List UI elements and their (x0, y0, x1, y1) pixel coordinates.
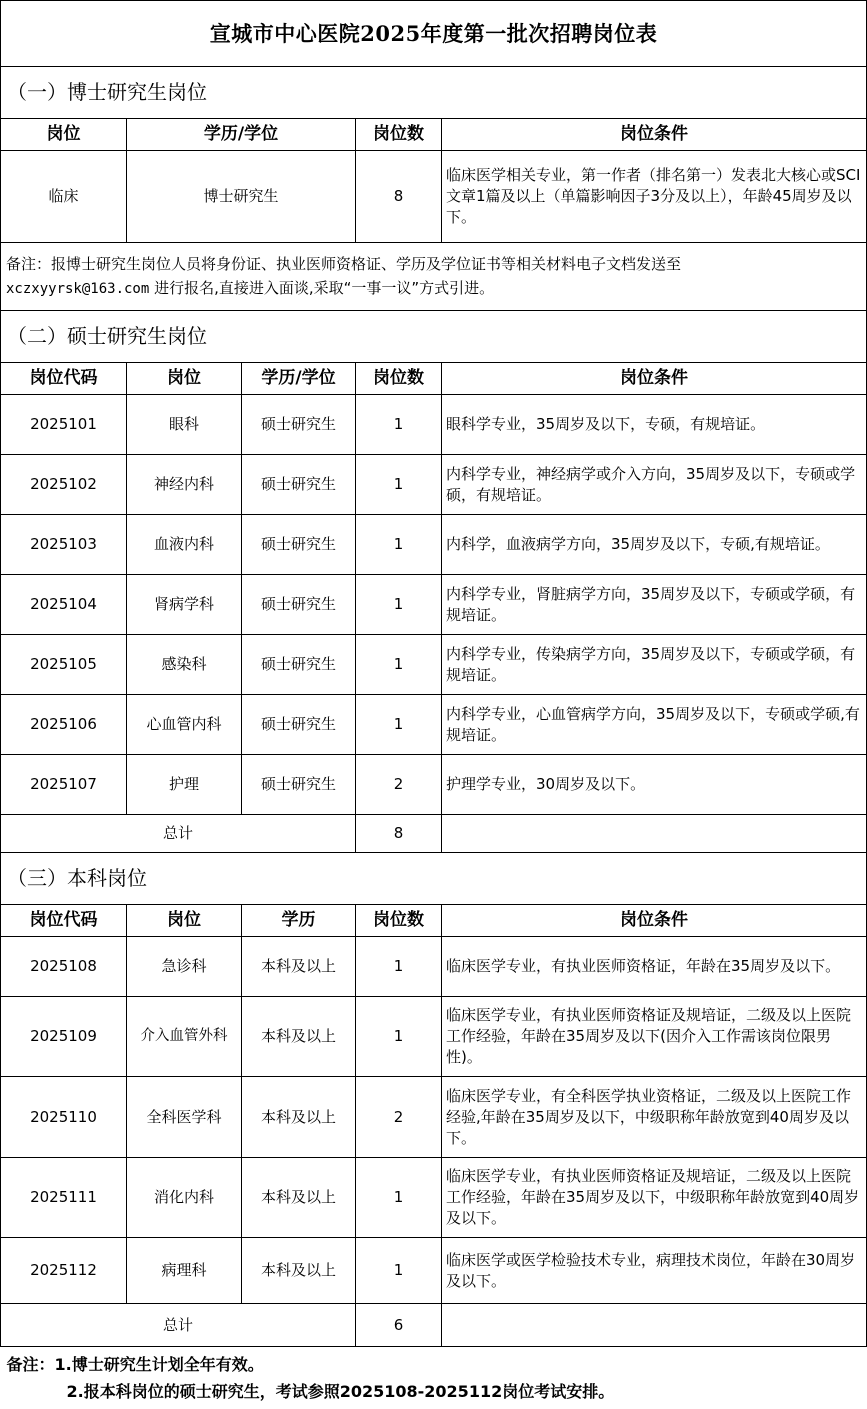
bachelor-header-row (1, 905, 867, 937)
footer-note-1: 备注：1.博士研究生计划全年有效。 (7, 1355, 264, 1374)
header-degree: 学历 (242, 905, 356, 937)
cell-post: 眼科 (127, 395, 242, 455)
table-row (1, 151, 867, 243)
table-row (1, 1238, 867, 1304)
cell-code: 2025105 (1, 635, 127, 695)
cell-code: 2025107 (1, 755, 127, 815)
cell-conditions: 临床医学相关专业，第一作者（排名第一）发表北大核心或SCI文章1篇及以上（单篇影响因子3分及以上），年龄45周岁及以下。 (442, 151, 867, 243)
cell-post: 肾病学科 (127, 575, 242, 635)
header-code: 岗位代码 (1, 905, 127, 937)
header-post: 岗位 (1, 119, 127, 151)
phd-note (1, 243, 867, 311)
total-count: 8 (356, 815, 442, 853)
cell-count: 2 (356, 1077, 442, 1158)
cell-code: 2025106 (1, 695, 127, 755)
table-row (1, 575, 867, 635)
phd-note-prefix: 备注：报博士研究生岗位人员将身份证、执业医师资格证、学历及学位证书等相关材料电子文档发送至 (6, 255, 681, 273)
cell-post: 神经内科 (127, 455, 242, 515)
table-row (1, 1077, 867, 1158)
cell-degree: 硕士研究生 (242, 695, 356, 755)
cell-post: 护理 (127, 755, 242, 815)
table-row (1, 695, 867, 755)
phd-note-suffix: 进行报名,直接进入面谈,采取“一事一议”方式引进。 (149, 279, 494, 297)
table-row (1, 635, 867, 695)
section-heading-bachelor: （三）本科岗位 (1, 853, 867, 905)
application-email: xczxyyrsk@163.com (6, 281, 149, 297)
cell-count: 1 (356, 695, 442, 755)
cell-conditions: 内科学专业，传染病学方向，35周岁及以下，专硕或学硕，有规培证。 (442, 635, 867, 695)
cell-degree: 本科及以上 (242, 997, 356, 1077)
cell-post: 消化内科 (127, 1158, 242, 1238)
header-post: 岗位 (127, 905, 242, 937)
total-label: 总计 (1, 815, 356, 853)
cell-code: 2025104 (1, 575, 127, 635)
cell-post: 全科医学科 (127, 1077, 242, 1158)
cell-count: 8 (356, 151, 442, 243)
cell-code: 2025109 (1, 997, 127, 1077)
cell-conditions: 临床医学专业，有执业医师资格证，年龄在35周岁及以下。 (442, 937, 867, 997)
table-row (1, 395, 867, 455)
table-row (1, 515, 867, 575)
cell-conditions: 内科学，血液病学方向，35周岁及以下，专硕,有规培证。 (442, 515, 867, 575)
section-heading-masters: （二）硕士研究生岗位 (1, 311, 867, 363)
header-count: 岗位数 (356, 119, 442, 151)
cell-count: 1 (356, 997, 442, 1077)
cell-count: 1 (356, 395, 442, 455)
cell-conditions: 内科学专业，神经病学或介入方向，35周岁及以下，专硕或学硕，有规培证。 (442, 455, 867, 515)
header-degree: 学历/学位 (242, 363, 356, 395)
cell-post: 介入血管外科 (127, 997, 242, 1077)
cell-count: 1 (356, 575, 442, 635)
cell-post: 急诊科 (127, 937, 242, 997)
cell-degree: 本科及以上 (242, 1077, 356, 1158)
cell-degree: 本科及以上 (242, 1158, 356, 1238)
cell-conditions: 临床医学或医学检验技术专业，病理技术岗位，年龄在30周岁及以下。 (442, 1238, 867, 1304)
cell-conditions: 临床医学专业，有执业医师资格证及规培证，二级及以上医院工作经验，年龄在35周岁及以下(因介入工作需该岗位限男性)。 (442, 997, 867, 1077)
header-post: 岗位 (127, 363, 242, 395)
cell-count: 1 (356, 635, 442, 695)
header-count: 岗位数 (356, 905, 442, 937)
cell-count: 1 (356, 937, 442, 997)
cell-degree: 硕士研究生 (242, 635, 356, 695)
cell-post: 心血管内科 (127, 695, 242, 755)
table-row (1, 1158, 867, 1238)
cell-conditions: 眼科学专业，35周岁及以下，专硕，有规培证。 (442, 395, 867, 455)
cell-degree: 硕士研究生 (242, 395, 356, 455)
cell-count: 1 (356, 515, 442, 575)
cell-code: 2025112 (1, 1238, 127, 1304)
page-title: 宣城市中心医院2025年度第一批次招聘岗位表 (1, 1, 867, 67)
cell-post: 病理科 (127, 1238, 242, 1304)
total-empty-cell (442, 1304, 867, 1347)
cell-degree: 本科及以上 (242, 937, 356, 997)
cell-conditions: 内科学专业，心血管病学方向，35周岁及以下，专硕或学硕,有规培证。 (442, 695, 867, 755)
total-label: 总计 (1, 1304, 356, 1347)
cell-degree: 硕士研究生 (242, 575, 356, 635)
footer-notes (1, 1347, 867, 1409)
header-code: 岗位代码 (1, 363, 127, 395)
header-conditions: 岗位条件 (442, 119, 867, 151)
section-heading-phd: （一）博士研究生岗位 (1, 67, 867, 119)
cell-degree: 硕士研究生 (242, 755, 356, 815)
cell-code: 2025110 (1, 1077, 127, 1158)
cell-post: 感染科 (127, 635, 242, 695)
cell-post: 临床 (1, 151, 127, 243)
table-row (1, 937, 867, 997)
header-count: 岗位数 (356, 363, 442, 395)
cell-count: 2 (356, 755, 442, 815)
cell-code: 2025101 (1, 395, 127, 455)
cell-code: 2025103 (1, 515, 127, 575)
cell-degree: 博士研究生 (127, 151, 356, 243)
cell-code: 2025111 (1, 1158, 127, 1238)
cell-degree: 硕士研究生 (242, 455, 356, 515)
masters-total-row (1, 815, 867, 853)
cell-conditions: 临床医学专业，有全科医学执业资格证，二级及以上医院工作经验,年龄在35周岁及以下，中级职称年龄放宽到40周岁及以下。 (442, 1077, 867, 1158)
total-count: 6 (356, 1304, 442, 1347)
table-row (1, 455, 867, 515)
cell-conditions: 内科学专业，肾脏病学方向，35周岁及以下，专硕或学硕，有规培证。 (442, 575, 867, 635)
cell-degree: 硕士研究生 (242, 515, 356, 575)
header-conditions: 岗位条件 (442, 905, 867, 937)
cell-count: 1 (356, 1238, 442, 1304)
cell-post: 血液内科 (127, 515, 242, 575)
cell-count: 1 (356, 455, 442, 515)
footer-note-2: 2.报本科岗位的硕士研究生，考试参照2025108-2025112岗位考试安排。 (7, 1378, 861, 1405)
cell-conditions: 临床医学专业，有执业医师资格证及规培证，二级及以上医院工作经验，年龄在35周岁及以下，中级职称年龄放宽到40周岁及以下。 (442, 1158, 867, 1238)
cell-code: 2025108 (1, 937, 127, 997)
cell-count: 1 (356, 1158, 442, 1238)
header-conditions: 岗位条件 (442, 363, 867, 395)
header-degree: 学历/学位 (127, 119, 356, 151)
phd-header-row (1, 119, 867, 151)
cell-degree: 本科及以上 (242, 1238, 356, 1304)
table-row (1, 997, 867, 1077)
masters-header-row (1, 363, 867, 395)
cell-code: 2025102 (1, 455, 127, 515)
bachelor-total-row (1, 1304, 867, 1347)
table-row (1, 755, 867, 815)
total-empty-cell (442, 815, 867, 853)
cell-conditions: 护理学专业，30周岁及以下。 (442, 755, 867, 815)
